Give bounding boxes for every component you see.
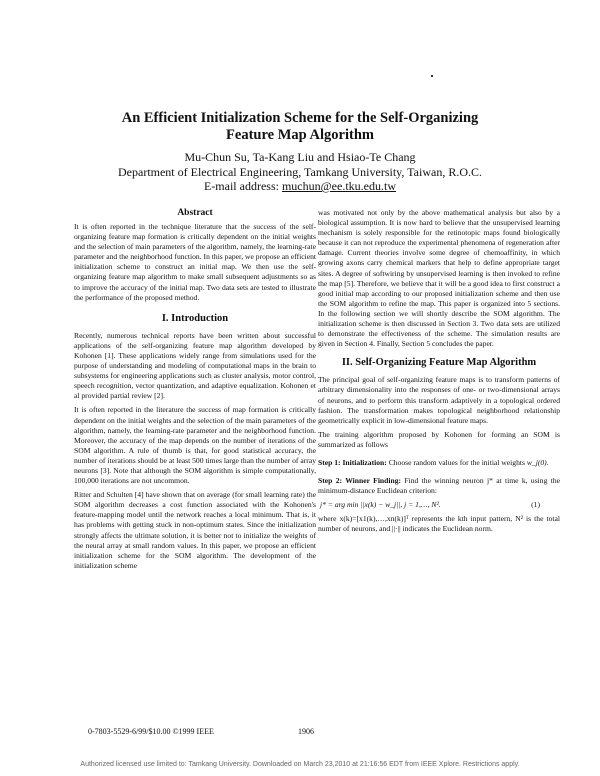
license-notice: Authorized licensed use limited to: Tamkang University. Downloaded on March 23,2010 at 21:16:56 EDT from IEEE Xplore. Restrictions apply.: [80, 761, 520, 768]
left-column: [74, 208, 316, 575]
abstract-text: It is often reported in the technique literature that the success of the self-organizing feature map formation is critically dependent on the initial weights and the selection of main parameters of the algorithm, namely, the learning-rate parameter and the neighborhood function. In this paper, we propose an efficient initialization scheme to construct an initial map. We then use the self-organizing feature map algorithm to make small subsequent adjustments so as to improve the accuracy of the initial map. Two data sets are tested to illustrate the performance of the proposed method.: [74, 222, 316, 302]
step1-symbol: w_j(0).: [526, 457, 549, 467]
scan-speck: [431, 75, 433, 77]
section2-heading: II. Self-Organizing Feature Map Algorithm: [341, 357, 537, 369]
section2-paragraph-1: The principal goal of self-organizing feature maps is to transform patterns of arbitrary dimensionality into the responses of one- or two-dimensional arrays of neurons, and to perform this transform adaptively in a topological ordered fashion. The transformation makes topological neighborhood relationship geometrically explicit in low-dimensional feature maps.: [318, 375, 560, 425]
step1: [318, 458, 560, 468]
email-line: [0, 179, 600, 193]
equation-1-body: j* = arg min ||x(k) − w_j||, j = 1,…, N².: [320, 500, 441, 510]
email-label: E-mail address:: [203, 179, 279, 193]
equation-1: [318, 500, 560, 510]
affiliation: Department of Electrical Engineering, Tamkang University, Taiwan, R.O.C.: [118, 165, 482, 179]
intro-paragraph-4: was motivated not only by the above mathematical analysis but also by a biological assumption. It is now hard to believe that the unsupervised learning mechanism is solely responsible for the retinotopic maps found biologically because it can not reproduce the experimental phenomena of regeneration after damage. Current theories involve some degree of chemoaffinity, in which growing axons carry chemical markers that help to define appropriate target sites. A degree of softwiring by unsupervised learning is then invoked to refine the map [5]. Therefore, we believe that it will be a good idea to first construct a good initial map according to our proposed initialization scheme and then use the SOM algorithm to refine the map. This paper is organized into 5 sections. In the following section we will shortly describe the SOM algorithm. The initialization scheme is then discussed in Section 3. Two data sets are utilized to demonstrate the effectiveness of the scheme. The simulation results are given in Section 4. Finally, Section 5 concludes the paper.: [318, 208, 560, 349]
where-text: where x(k)=[x1(k),…,xn(k)]ᵀ represents the kth input pattern, N² is the total number of neurons, and ||·|| indicates the Euclidean norm.: [318, 514, 560, 534]
section2-paragraph-2: The training algorithm proposed by Kohonen for forming an SOM is summarized as follows: [318, 429, 560, 449]
intro-heading: I. Introduction: [161, 312, 229, 324]
intro-paragraph-2: It is often reported in the literature the success of map formation is critically dependent on the initial weights and the selection of the main parameters of the algorithm, namely, the learning-rate parameter and the neighborhood function. Moreover, the accuracy of the map depends on the number of iterations of the SOM algorithm. A rule of thumb is that, for good statistical accuracy, the number of iterations should be at least 500 times large than the number of array neurons [3]. Note that although the SOM algorithm is simple computationally, 100,000 iterations are not uncommon.: [74, 405, 316, 486]
step1-label: Step 1: Initialization:: [318, 457, 387, 467]
intro-paragraph-3: Ritter and Schulten [4] have shown that on average (for small learning rate) the SOM algorithm decreases a cost function associated with the Kohonen's feature-mapping model until the network reaches a local minimum. That is, it has problems with getting stuck in non-optimum states. Since the initialization strongly affects the ultimate solution, it is better not to initialize the weights of the neural array at small random values. In this paper, we propose an efficient initialization scheme for the SOM algorithm. The development of the initialization scheme: [74, 490, 316, 570]
equation-1-number: (1): [531, 500, 540, 510]
step2: [318, 476, 560, 496]
abstract-heading: Abstract: [177, 208, 213, 218]
intro-paragraph-1: Recently, numerous technical reports have been written about successful applications of the self-organizing feature map algorithm developed by Kohonen [1]. These applications widely range from simulations used for the purpose of understanding and modeling of computational maps in the brain to subsystems for engineering applications such as cluster analysis, motor control, speech recognition, vector quantization, and adaptive equalization. Kohonen et al provided partial review [2].: [74, 330, 316, 401]
footer-page-number: 1906: [298, 727, 314, 736]
authors: Mu-Chun Su, Ta-Kang Liu and Hsiao-Te Chang: [184, 150, 416, 164]
step1-text: Choose random values for the initial weights: [388, 457, 525, 467]
paper-title-line2: Feature Map Algorithm: [226, 127, 374, 143]
paper-title-line1: An Efficient Initialization Scheme for the Self-Organizing: [121, 110, 479, 126]
email-link[interactable]: muchun@ee.tku.edu.tw: [281, 179, 396, 193]
step2-text: Find the winning neuron j* at time k, using the minimum-distance Euclidean criterion:: [318, 476, 560, 496]
footer-isbn: 0-7803-5529-6/99/$10.00 ©1999 IEEE: [88, 727, 214, 736]
step2-label: Step 2: Winner Finding:: [318, 476, 402, 486]
right-column: [318, 208, 560, 539]
